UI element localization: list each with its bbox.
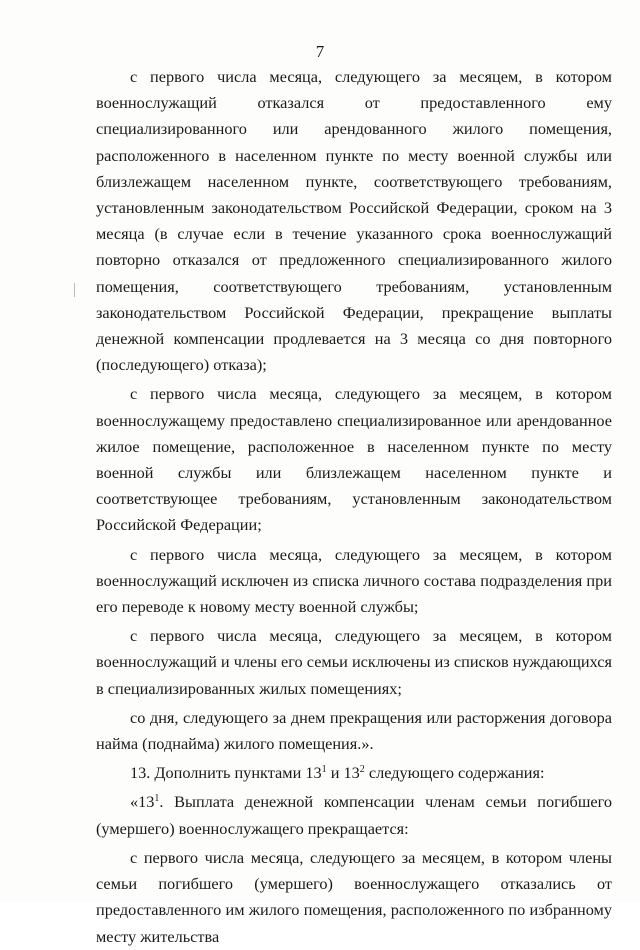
paragraph-housing-provided: с первого числа месяца, следующего за месяцем, в котором военнослужащему предоставлено специализированное или арендованное жилое помещение, расположенное в населенном пункте по месту военной службы или близлежащем населенном пункте и соответствующее требованиям, установленным законодательством Российской Федерации; [96, 384, 612, 535]
paragraph-family-refusal: с первого числа месяца, следующего за месяцем, в котором члены семьи погибшего (умершего) военнослужащего отказались от предоставленного им жилого помещения, расположенного по избранному месту жительства [96, 847, 612, 946]
item-13-1-superscript: 1 [154, 793, 160, 805]
paragraph-excluded-from-staff: с первого числа месяца, следующего за месяцем, в котором военнослужащий исключен из списка личного состава подразделения при его переводе к новому месту военной службы; [96, 544, 612, 617]
item-13-1-paragraph [96, 789, 612, 841]
item-13-text-middle: и 13 [326, 763, 360, 783]
item-13-1-text-after: . Выплата денежной компенсации членам семьи погибшего (умершего) военнослужащего прекращается: [96, 792, 612, 838]
paragraph-excluded-from-lists: с первого числа месяца, следующего за месяцем, в котором военнослужащий и члены его семьи исключены из списков нуждающихся в специализированных жилых помещениях; [96, 626, 612, 698]
item-13-1-text-before: «13 [130, 792, 155, 812]
item-13-superscript-1: 1 [321, 764, 327, 776]
margin-scan-mark [74, 283, 75, 297]
page-number: 7 [315, 42, 325, 61]
item-13-text-after: следующего содержания: [364, 763, 545, 783]
paragraph-refusal-of-housing: с первого числа месяца, следующего за месяцем, в котором военнослужащий отказался от предоставленного ему специализированного или арендованного жилого помещения, расположенного в населенном пункте по месту военной службы или близлежащем населенном пункте, соответствующего требованиям, установленным законодательством Российской Федерации, сроком на 3 месяца (в случае если в течение указанного срока военнослужащий повторно отказался от предложенного специализированного жилого помещения, соответствующего требованиям, установленным законодательством Российской Федерации, прекращение выплаты денежной компенсации продлевается на 3 месяца со дня повторного (последующего) отказа); [96, 67, 612, 375]
document-body [96, 64, 612, 950]
item-13-heading [96, 760, 612, 786]
paragraph-lease-termination: со дня, следующего за днем прекращения или расторжения договора найма (поднайма) жилого помещения.». [96, 707, 612, 754]
item-13-superscript-2: 2 [359, 764, 365, 776]
item-13-text-before: 13. Дополнить пунктами 13 [130, 763, 322, 783]
